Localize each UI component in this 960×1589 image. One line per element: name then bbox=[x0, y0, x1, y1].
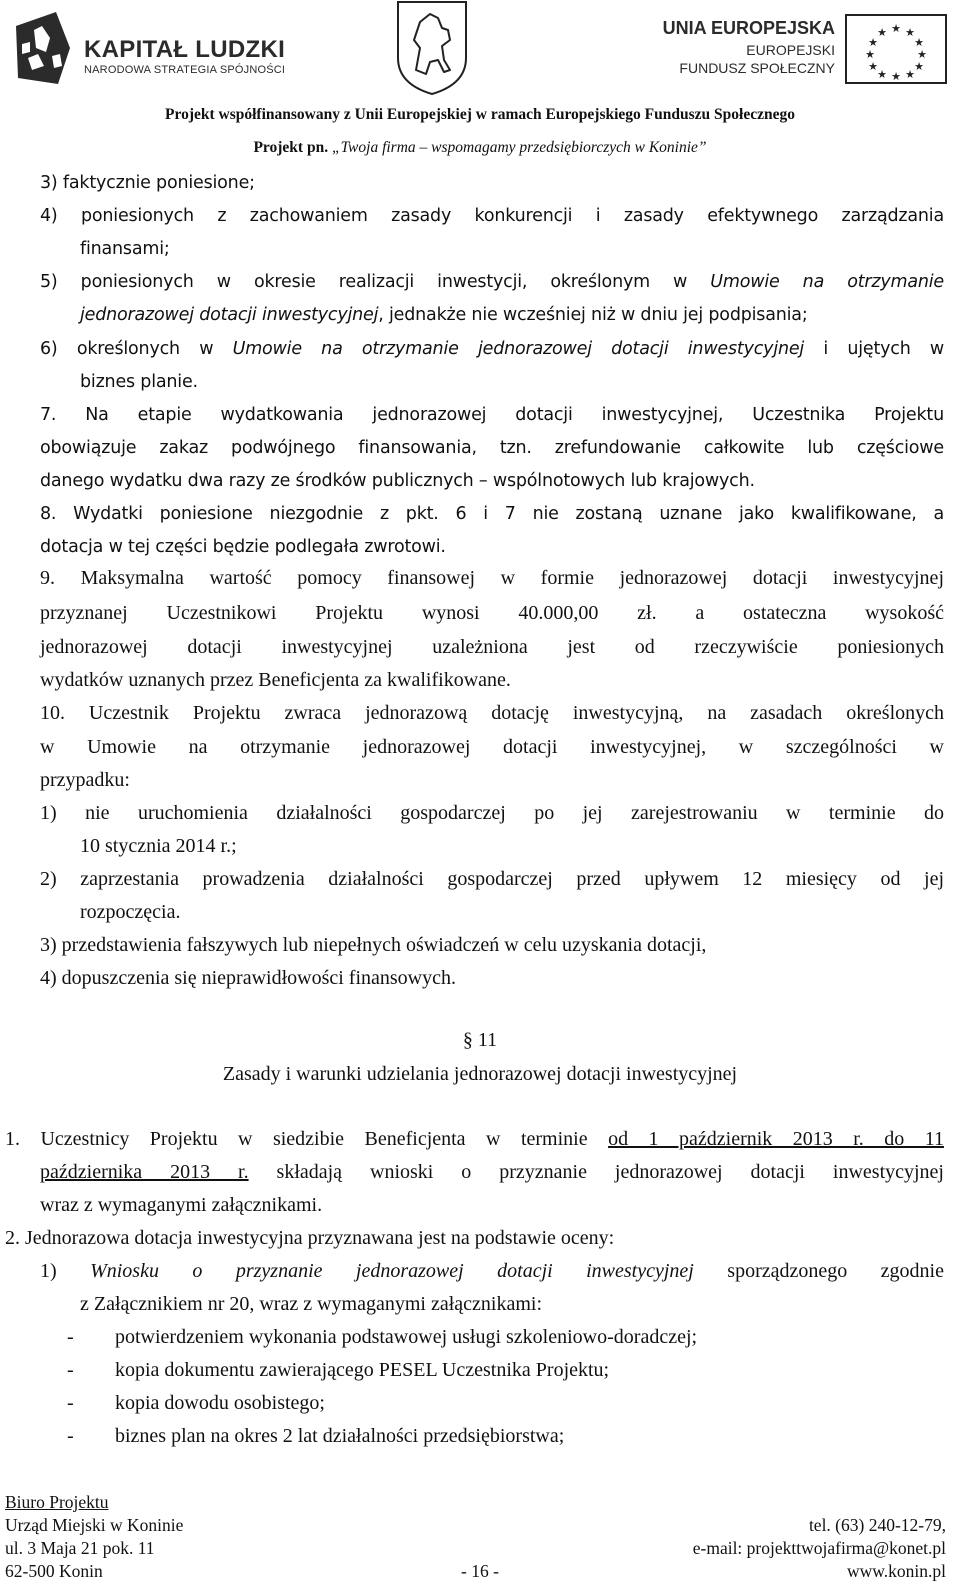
footer-street: ul. 3 Maja 21 pok. 11 bbox=[5, 1538, 155, 1558]
paragraph-7-line3: danego wydatku dwa razy ze środków publicznych – wspólnotowych lub krajowych. bbox=[40, 471, 755, 491]
wielkopolska-coat-of-arms bbox=[394, 0, 470, 96]
paragraph-8-line2: dotacja w tej części będzie podlegała zwrotowi. bbox=[40, 537, 446, 557]
paragraph-10-line3: przypadku: bbox=[40, 769, 130, 791]
footer-website[interactable]: www.konin.pl bbox=[846, 1561, 946, 1581]
footer-page-number: - 16 - bbox=[461, 1561, 499, 1581]
svg-text:★: ★ bbox=[868, 36, 878, 49]
paragraph-8: 8. Wydatki poniesione niezgodnie z pkt. 6 i 7 nie zostaną uznane jako kwalifikowane, a bbox=[40, 504, 944, 524]
section-11-item-1-line3: wraz z wymaganymi załącznikami. bbox=[40, 1194, 323, 1216]
project-cofinance-line: Projekt współfinansowany z Unii Europejskiej w ramach Europejskiego Funduszu Społecznego bbox=[165, 106, 795, 123]
paragraph-10-item-2-cont: rozpoczęcia. bbox=[80, 901, 181, 923]
svg-text:★: ★ bbox=[914, 36, 924, 49]
paragraph-7-line2: obowiązuje zakaz podwójnego finansowania, tzn. zrefundowanie całkowite lub częściowe bbox=[40, 438, 944, 458]
list-item-4: 4) poniesionych z zachowaniem zasady konkurencji i zasady efektywnego zarządzania bbox=[40, 206, 944, 226]
section-11-sub-1-num: 1) bbox=[40, 1260, 91, 1282]
svg-text:★: ★ bbox=[917, 48, 927, 61]
bullet-item-3: kopia dowodu osobistego; bbox=[115, 1392, 325, 1414]
section-number: § 11 bbox=[462, 1029, 498, 1051]
paragraph-10: 10. Uczestnik Projektu zwraca jednorazową dotację inwestycyjną, na zasadach określonych bbox=[40, 702, 944, 724]
section-11-item-2: 2. Jednorazowa dotacja inwestycyjna przyznawana jest na podstawie oceny: bbox=[5, 1227, 615, 1249]
section-11-item-1-text: 1. Uczestnicy Projektu w siedzibie Beneficjenta w terminie bbox=[5, 1128, 609, 1150]
paragraph-10-item-1-cont: 10 stycznia 2014 r.; bbox=[80, 835, 237, 857]
bullet-dash: - bbox=[67, 1326, 74, 1348]
paragraph-10-item-3: 3) przedstawienia fałszywych lub niepełnych oświadczeń w celu uzyskania dotacji, bbox=[40, 934, 707, 956]
section-11-item-1-date-end: października 2013 r. bbox=[40, 1161, 249, 1183]
paragraph-9-line3: jednorazowej dotacji inwestycyjnej uzależniona jest od rzeczywiście poniesionych bbox=[40, 636, 944, 658]
list-item-5-cont-italic: jednorazowej dotacji inwestycyjnej bbox=[80, 305, 379, 325]
bullet-item-4: biznes plan na okres 2 lat działalności przedsiębiorstwa; bbox=[115, 1425, 565, 1447]
paragraph-9-line2: przyznanej Uczestnikowi Projektu wynosi 40.000,00 zł. a ostateczna wysokość bbox=[40, 602, 944, 624]
svg-text:★: ★ bbox=[865, 48, 875, 61]
list-item-5-italic: Umowie na otrzymanie bbox=[710, 272, 944, 292]
section-title: Zasady i warunki udzielania jednorazowej dotacji inwestycyjnej bbox=[222, 1063, 738, 1085]
paragraph-10-item-2: 2) zaprzestania prowadzenia działalności gospodarczej przed upływem 12 miesięcy od jej bbox=[40, 868, 944, 890]
list-item-5 bbox=[40, 274, 944, 292]
logo-right-line2: EUROPEJSKI bbox=[746, 42, 835, 58]
logo-right-title: UNIA EUROPEJSKA bbox=[662, 18, 835, 38]
eu-flag-icon bbox=[845, 14, 947, 84]
logo-right-line3: FUNDUSZ SPOŁECZNY bbox=[679, 60, 835, 76]
section-11-sub-1-italic: Wniosku o przyznanie jednorazowej dotacji inwestycyjnej bbox=[90, 1260, 694, 1282]
project-name-title: „Twoja firma – wspomagamy przedsiębiorczych w Koninie” bbox=[331, 139, 707, 156]
list-item-6-text: 6) określonych w bbox=[40, 339, 233, 359]
logo-left-title: KAPITAŁ LUDZKI bbox=[84, 36, 286, 63]
section-11-sub-1-tail: sporządzonego zgodnie bbox=[693, 1260, 944, 1282]
eu-logo bbox=[662, 14, 955, 84]
svg-text:★: ★ bbox=[868, 60, 878, 73]
paragraph-10-item-4: 4) dopuszczenia się nieprawidłowości finansowych. bbox=[40, 967, 456, 989]
footer-city-hall: Urząd Miejski w Koninie bbox=[5, 1515, 184, 1535]
list-item-6 bbox=[40, 341, 944, 359]
list-item-5-cont-text: , jednakże nie wcześniej niż w dniu jej podpisania; bbox=[378, 305, 808, 325]
svg-text:★: ★ bbox=[877, 26, 887, 39]
footer-phone: tel. (63) 240-12-79, bbox=[808, 1515, 946, 1535]
svg-text:★: ★ bbox=[905, 26, 915, 39]
svg-text:★: ★ bbox=[905, 68, 915, 81]
project-name-line bbox=[0, 139, 960, 157]
paragraph-9-line4: wydatków uznanych przez Beneficjenta za kwalifikowane. bbox=[40, 669, 511, 691]
section-11-item-1-date: od 1 październik 2013 r. do 11 bbox=[608, 1128, 944, 1150]
footer-email[interactable]: e-mail: projekttwojafirma@konet.pl bbox=[692, 1538, 946, 1558]
bullet-item-2: kopia dokumentu zawierającego PESEL Uczestnika Projektu; bbox=[115, 1359, 610, 1381]
bullet-dash: - bbox=[67, 1359, 74, 1381]
kapital-ludzki-logo bbox=[8, 8, 286, 88]
list-item-5-text: 5) poniesionych w okresie realizacji inwestycji, określonym w bbox=[40, 272, 711, 292]
list-item-6-tail: i ujętych w bbox=[804, 339, 944, 359]
paragraph-10-line2: w Umowie na otrzymanie jednorazowej dotacji inwestycyjnej, w szczególności w bbox=[40, 736, 944, 758]
bullet-item-1: potwierdzeniem wykonania podstawowej usługi szkoleniowo-doradczej; bbox=[115, 1326, 698, 1348]
section-11-item-2-sub-1-cont: z Załącznikiem nr 20, wraz z wymaganymi załącznikami: bbox=[80, 1293, 543, 1315]
kapital-ludzki-emblem-icon bbox=[8, 8, 78, 88]
logo-left-subtitle: NARODOWA STRATEGIA SPÓJNOŚCI bbox=[84, 64, 286, 76]
paragraph-10-item-1: 1) nie uruchomienia działalności gospodarczej po jej zarejestrowaniu w terminie do bbox=[40, 802, 944, 824]
horse-shield-icon bbox=[394, 0, 470, 96]
svg-text:★: ★ bbox=[877, 68, 887, 81]
paragraph-7: 7. Na etapie wydatkowania jednorazowej dotacji inwestycyjnej, Uczestnika Projektu bbox=[40, 405, 944, 425]
bullet-dash: - bbox=[67, 1425, 74, 1447]
footer-office: Biuro Projektu bbox=[5, 1492, 109, 1512]
list-item-6-cont: biznes planie. bbox=[80, 372, 198, 392]
svg-text:★: ★ bbox=[914, 60, 924, 73]
paragraph-9: 9. Maksymalna wartość pomocy finansowej w formie jednorazowej dotacji inwestycyjnej bbox=[40, 567, 944, 589]
list-item-3: 3) faktycznie poniesione; bbox=[40, 173, 255, 193]
list-item-4-cont: finansami; bbox=[80, 239, 170, 259]
bullet-dash: - bbox=[67, 1392, 74, 1414]
list-item-6-italic: Umowie na otrzymanie jednorazowej dotacji inwestycyjnej bbox=[232, 339, 805, 359]
list-item-5-cont bbox=[80, 307, 808, 325]
svg-text:★: ★ bbox=[891, 70, 901, 83]
section-11-item-2-sub-1 bbox=[40, 1261, 944, 1281]
project-name-prefix: Projekt pn. bbox=[253, 139, 329, 156]
section-11-item-1-line2-text: składają wnioski o przyznanie jednorazowej dotacji inwestycyjnej bbox=[248, 1161, 944, 1183]
section-11-item-1 bbox=[5, 1129, 944, 1149]
section-11-item-1-line2 bbox=[40, 1162, 944, 1182]
footer-postcode: 62-500 Konin bbox=[5, 1561, 103, 1581]
svg-text:★: ★ bbox=[891, 22, 901, 35]
